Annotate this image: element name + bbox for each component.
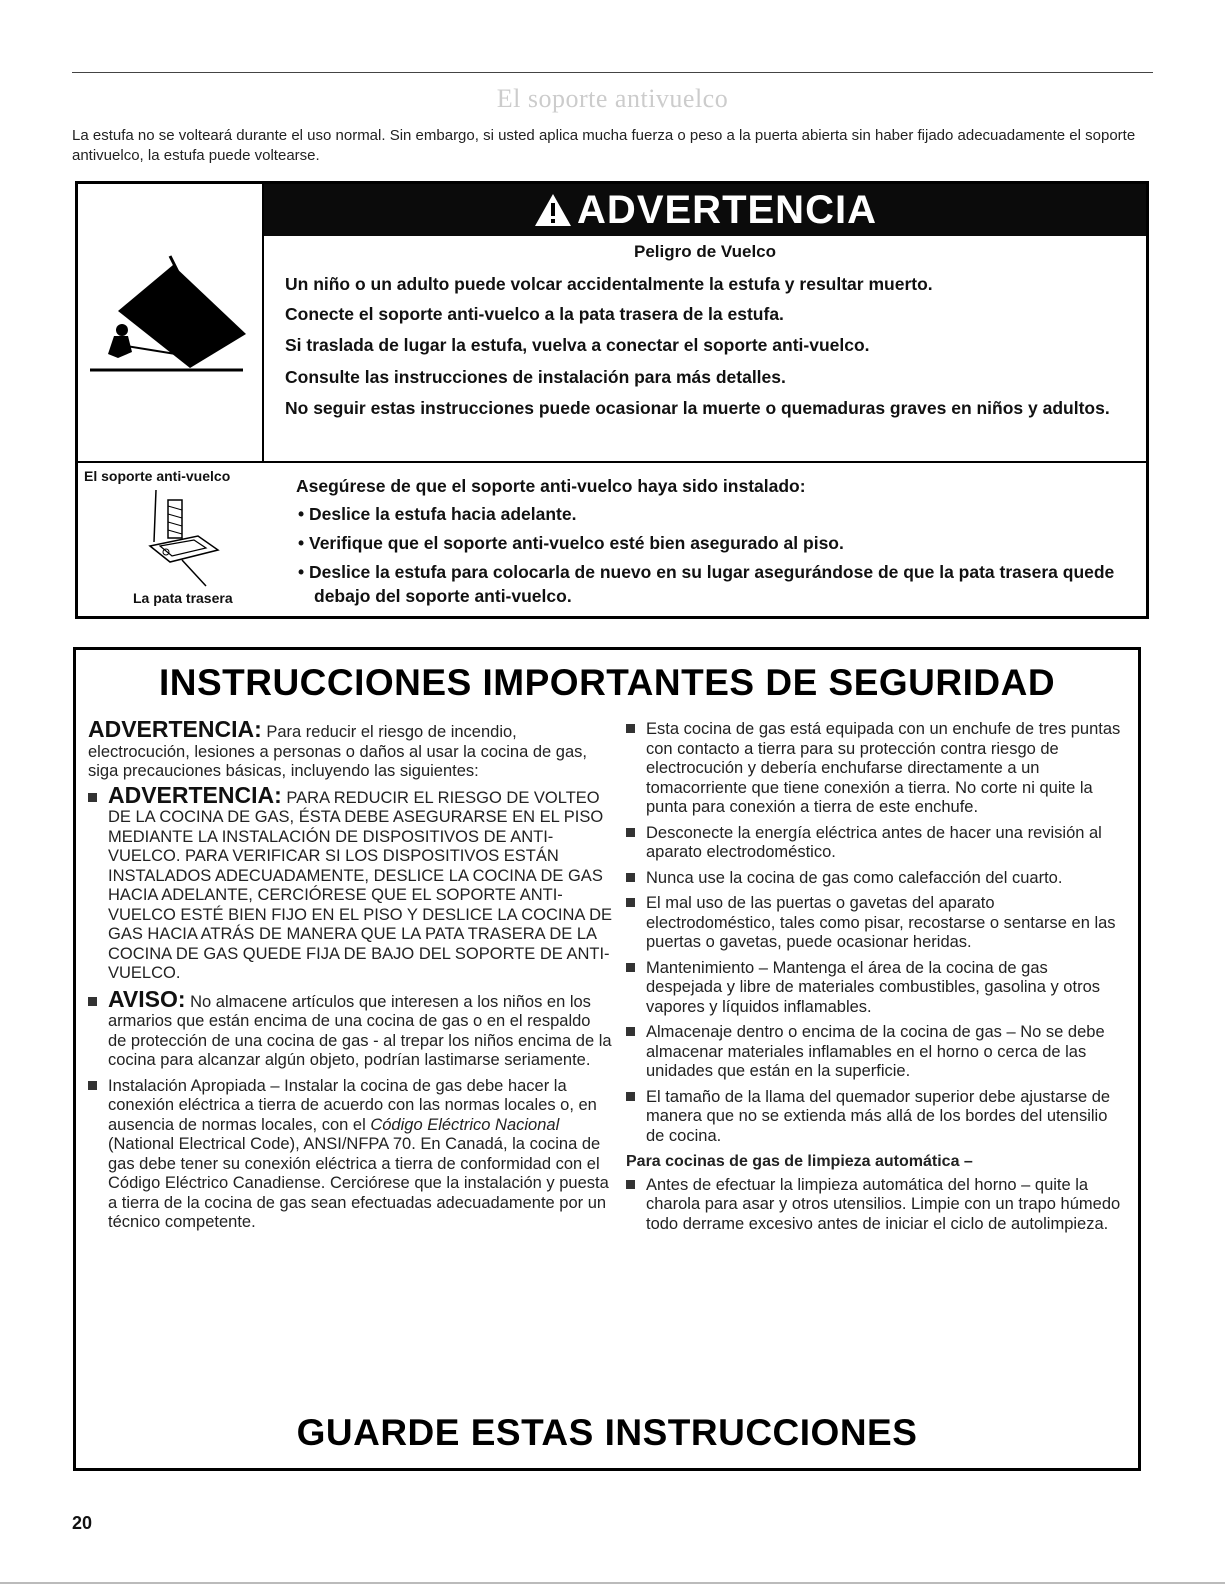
- tip-over-illustration-cell: [78, 184, 264, 461]
- safety-left-column: [88, 716, 613, 1239]
- safety-intro-label: ADVERTENCIA:: [88, 716, 262, 742]
- safety-bullet: [626, 1088, 1126, 1147]
- check-item: • Verifique que el soporte anti-vuelco esté bien asegurado al piso.: [298, 533, 844, 553]
- safety-bullet: [626, 1176, 1126, 1235]
- bullet-text: Antes de efectuar la limpieza automática del horno – quite la charola para asar y otros utensilios. Limpie con un trapo húmedo todo derrame excesivo antes de iniciar el ciclo de autolimpieza.: [646, 1175, 1121, 1233]
- bullet-text: Desconecte la energía eléctrica antes de hacer una revisión al aparato electrodoméstico.: [646, 823, 1102, 861]
- bullet-square-icon: [626, 963, 635, 972]
- bullet-text: (National Electrical Code), ANSI/NFPA 70. En Canadá, la cocina de gas debe tener su conexión eléctrica a tierra de conformidad con el Código Eléctrico Canadiense. Cerciórese que la instalación y puesta a tierra de la cocina de gas sean efectuadas adecuadamente por un técnico competente.: [108, 1135, 609, 1231]
- bullet-square-icon: [88, 793, 97, 802]
- safety-bullet: [88, 985, 613, 1071]
- warning-line: Un niño o un adulto puede volcar accidentalmente la estufa y resultar muerto.: [285, 274, 933, 294]
- safety-bullet: [626, 1023, 1126, 1082]
- bullet-text: El tamaño de la llama del quemador superior debe ajustarse de manera que no se extienda más allá de los bordes del utensilio de cocina.: [646, 1087, 1111, 1145]
- bullet-text: Mantenimiento – Mantenga el área de la cocina de gas despejada y libre de materiales combustibles, gasolina y otros vapores y líquidos inflamables.: [646, 958, 1100, 1016]
- warning-box: [75, 181, 1149, 619]
- safety-right-column: [626, 720, 1126, 1240]
- safety-bullet: [88, 781, 613, 984]
- safety-bullet: [626, 720, 1126, 818]
- page-number: 20: [72, 1513, 93, 1533]
- tip-over-illustration: [78, 184, 262, 461]
- bullet-square-icon: [626, 1092, 635, 1101]
- bullet-square-icon: [88, 997, 97, 1006]
- top-rule: [72, 72, 1153, 73]
- check-item: • Deslice la estufa hacia adelante.: [298, 504, 577, 524]
- bullet-square-icon: [626, 873, 635, 882]
- bullet-text: Esta cocina de gas está equipada con un enchufe de tres puntas con contacto a tierra para su protección contra riesgo de electrocución y debería enchufarse directamente a un tomacorriente que tiene conexión a tierra. No corte ni quite la punta para conexión a tierra de este enchufe.: [646, 720, 1121, 816]
- bullet-square-icon: [626, 1027, 635, 1036]
- warning-line: Consulte las instrucciones de instalación para más detalles.: [285, 367, 786, 387]
- warning-triangle-icon: [533, 192, 573, 228]
- warning-line: Si traslada de lugar la estufa, vuelva a conectar el soporte anti-vuelco.: [285, 335, 870, 355]
- safety-bullet: [626, 824, 1126, 863]
- bullet-label: ADVERTENCIA:: [108, 781, 282, 808]
- warning-line: No seguir estas instrucciones puede ocasionar la muerte o quemaduras graves en niños y adultos.: [285, 398, 1110, 418]
- warning-divider: [78, 461, 1146, 463]
- bullet-text: No almacene artículos que interesen a los niños en los armarios que están encima de una cocina de gas o en el respaldo de protección de una cocina de gas - al trepar los niños encima de la cocina para alcanzar algún objeto, podrían lastimarse seriamente.: [108, 992, 612, 1069]
- check-heading: Asegúrese de que el soporte anti-vuelco haya sido instalado:: [296, 476, 806, 496]
- bullet-text: PARA REDUCIR EL RIESGO DE VOLTEO DE LA COCINA DE GAS, ÉSTA DEBE ASEGURARSE EN EL PISO MEDIANTE LA INSTALACIÓN DE DISPOSITIVOS DE ANTI-VUELCO. PARA VERIFICAR SI LOS DISPOSITIVOS ESTÁN INSTALADOS ADECUADAMENTE, DESLICE LA COCINA DE GAS HACIA ADELANTE, CERCIÓRESE QUE EL SOPORTE ANTI-VUELCO ESTÉ BIEN FIJO EN EL PISO Y DESLICE LA COCINA DE GAS HACIA ATRÁS DE MANERA QUE LA PATA TRASERA DE LA COCINA DE GAS QUEDE FIJA DE BAJO DEL SOPORTE DE ANTI-VUELCO.: [108, 788, 613, 982]
- bullet-text: El mal uso de las puertas o gavetas del aparato electrodoméstico, tales como pisar, recostarse o sentarse en las puertas o gavetas, puede ocasionar heridas.: [646, 894, 1116, 951]
- bullet-square-icon: [626, 1180, 635, 1189]
- bullet-square-icon: [626, 828, 635, 837]
- safety-intro: [88, 716, 613, 782]
- safety-instructions-box: [73, 647, 1141, 1471]
- rear-leg-caption: La pata trasera: [133, 590, 233, 606]
- warning-banner: [264, 184, 1146, 236]
- warning-heading: Peligro de Vuelco: [633, 242, 777, 261]
- anti-tip-bracket-caption: El soporte anti-vuelco: [84, 468, 231, 484]
- bottom-rule: [0, 1582, 1225, 1584]
- safety-title: INSTRUCCIONES IMPORTANTES DE SEGURIDAD: [158, 662, 1056, 703]
- safety-bullet: [626, 869, 1126, 889]
- bullet-square-icon: [88, 1081, 97, 1090]
- bullet-label: AVISO:: [108, 985, 186, 1012]
- self-clean-heading: Para cocinas de gas de limpieza automática –: [626, 1153, 973, 1170]
- bullet-text: Almacenaje dentro o encima de la cocina de gas – No se debe almacenar materiales inflamables en el horno o cerca de las unidades que están en la superficie.: [646, 1023, 1105, 1080]
- bullet-square-icon: [626, 724, 635, 733]
- intro-paragraph: La estufa no se volteará durante el uso normal. Sin embargo, si usted aplica mucha fuerza o peso a la puerta abierta sin haber fijado adecuadamente el soporte antivuelco, la estufa puede voltearse.: [72, 127, 1136, 164]
- safety-bullet: [626, 959, 1126, 1018]
- safety-bullet: [88, 1077, 613, 1233]
- warning-banner-text: ADVERTENCIA: [577, 187, 877, 232]
- safety-bullet: [626, 894, 1126, 953]
- bullet-text: Nunca use la cocina de gas como calefacción del cuarto.: [646, 868, 1063, 887]
- bullet-text: Instalación Apropiada – Instalar la cocina de gas debe hacer la conexión eléctrica a tierra de acuerdo con las normas locales o, en ausencia de normas locales, con el: [108, 1076, 597, 1134]
- safety-intro-text: Para reducir el riesgo de incendio, electrocución, lesiones a personas o daños al usar la cocina de gas, siga precauciones básicas, incluyendo las siguientes:: [88, 723, 587, 780]
- bullet-square-icon: [626, 898, 635, 907]
- anti-tip-bracket-illustration: [136, 486, 232, 590]
- check-item: • Deslice la estufa para colocarla de nuevo en su lugar asegurándose de que la pata trasera quede debajo del soporte anti-vuelco.: [298, 562, 1115, 606]
- warning-line: Conecte el soporte anti-vuelco a la pata trasera de la estufa.: [285, 304, 784, 324]
- save-instructions-title: GUARDE ESTAS INSTRUCCIONES: [296, 1412, 918, 1453]
- bullet-italic-text: Código Eléctrico Nacional: [370, 1115, 560, 1134]
- section-title: El soporte antivuelco: [496, 84, 729, 113]
